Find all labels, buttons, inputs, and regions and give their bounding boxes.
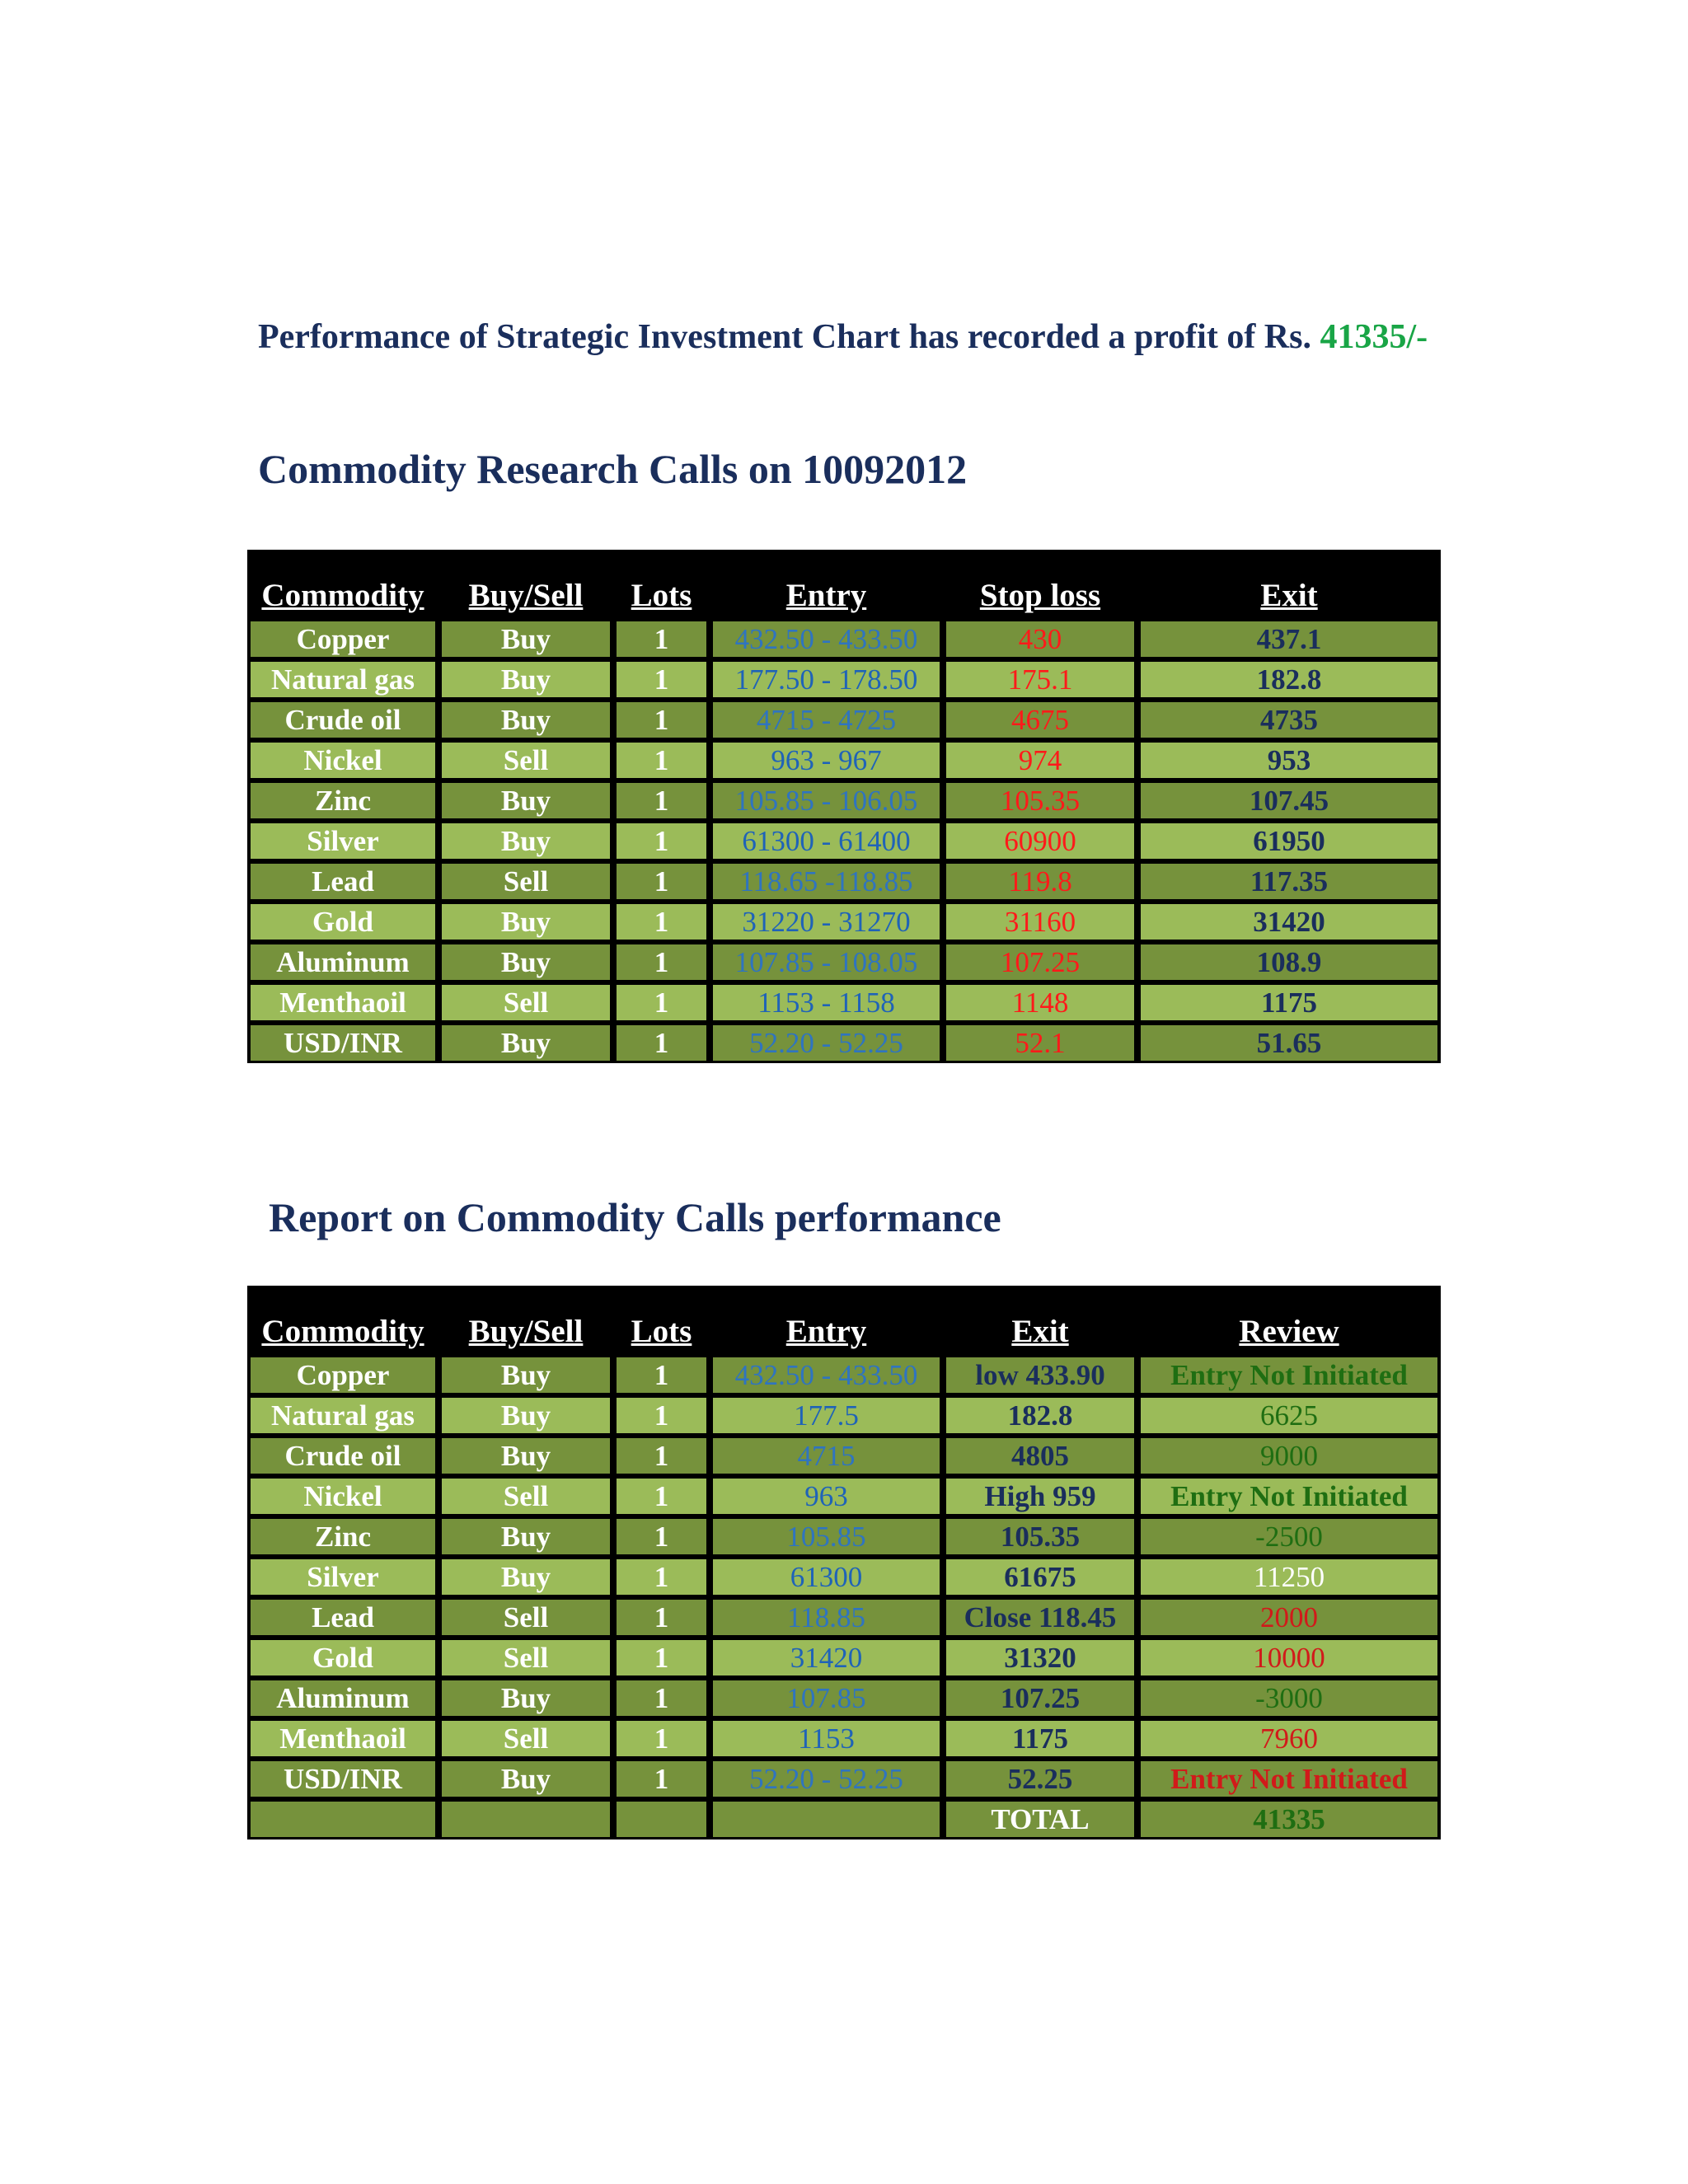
commodity-cell: Zinc xyxy=(247,780,438,821)
commodity-cell: Nickel xyxy=(247,740,438,780)
entry-cell: 4715 - 4725 xyxy=(710,700,943,740)
entry-cell: 1153 - 1158 xyxy=(710,982,943,1023)
entry-cell: 105.85 xyxy=(710,1516,943,1557)
exit-cell: 107.45 xyxy=(1137,780,1441,821)
report-header-review: Review xyxy=(1239,1314,1339,1349)
table-row xyxy=(247,861,1441,902)
table-row xyxy=(247,942,1441,982)
buysell-cell: Buy xyxy=(438,1023,613,1063)
headline xyxy=(258,317,1428,357)
table-row xyxy=(247,1023,1441,1063)
total-row xyxy=(247,1799,1441,1840)
entry-cell: 4715 xyxy=(710,1436,943,1476)
research-table-body xyxy=(247,619,1441,1063)
exit-cell: 1175 xyxy=(943,1718,1137,1759)
buysell-cell: Buy xyxy=(438,942,613,982)
report-table-body xyxy=(247,1355,1441,1840)
exit-cell: 4735 xyxy=(1137,700,1441,740)
stoploss-cell: 60900 xyxy=(943,821,1137,861)
table-row xyxy=(247,1355,1441,1395)
exit-cell: 31420 xyxy=(1137,902,1441,942)
empty-cell xyxy=(438,1799,613,1840)
commodity-cell: Silver xyxy=(247,1557,438,1597)
buysell-cell: Buy xyxy=(438,1355,613,1395)
research-title: Commodity Research Calls on 10092012 xyxy=(258,446,968,492)
review-cell: Entry Not Initiated xyxy=(1137,1355,1441,1395)
exit-cell: low 433.90 xyxy=(943,1355,1137,1395)
table-row xyxy=(247,780,1441,821)
buysell-cell: Buy xyxy=(438,700,613,740)
exit-cell: 61675 xyxy=(943,1557,1137,1597)
entry-cell: 1153 xyxy=(710,1718,943,1759)
commodity-cell: Lead xyxy=(247,861,438,902)
report-header-buysell: Buy/Sell xyxy=(468,1314,584,1349)
commodity-cell: Menthaoil xyxy=(247,1718,438,1759)
table-row xyxy=(247,1476,1441,1516)
lots-cell: 1 xyxy=(613,1395,710,1436)
review-cell: 11250 xyxy=(1137,1557,1441,1597)
research-header-stoploss: Stop loss xyxy=(979,578,1101,613)
empty-cell xyxy=(613,1799,710,1840)
lots-cell: 1 xyxy=(613,1436,710,1476)
exit-cell: 182.8 xyxy=(1137,659,1441,700)
table-row xyxy=(247,1638,1441,1678)
headline-text: Performance of Strategic Investment Chart has recorded a profit of Rs. xyxy=(258,318,1311,356)
buysell-cell: Buy xyxy=(438,1436,613,1476)
report-title: Report on Commodity Calls performance xyxy=(269,1194,1001,1240)
exit-cell: 953 xyxy=(1137,740,1441,780)
stoploss-cell: 974 xyxy=(943,740,1137,780)
lots-cell: 1 xyxy=(613,1759,710,1799)
exit-cell: 31320 xyxy=(943,1638,1137,1678)
report-header-entry: Entry xyxy=(785,1314,867,1349)
research-header-entry: Entry xyxy=(785,578,867,613)
table-row xyxy=(247,1678,1441,1718)
buysell-cell: Sell xyxy=(438,861,613,902)
review-cell: -2500 xyxy=(1137,1516,1441,1557)
commodity-cell: USD/INR xyxy=(247,1759,438,1799)
table-row xyxy=(247,619,1441,659)
exit-cell: 1175 xyxy=(1137,982,1441,1023)
buysell-cell: Sell xyxy=(438,1638,613,1678)
research-header-buysell: Buy/Sell xyxy=(468,578,584,613)
research-header-exit: Exit xyxy=(1260,578,1318,613)
stoploss-cell: 175.1 xyxy=(943,659,1137,700)
commodity-cell: Gold xyxy=(247,1638,438,1678)
review-cell: Entry Not Initiated xyxy=(1137,1476,1441,1516)
entry-cell: 31420 xyxy=(710,1638,943,1678)
lots-cell: 1 xyxy=(613,619,710,659)
commodity-cell: Lead xyxy=(247,1597,438,1638)
entry-cell: 61300 xyxy=(710,1557,943,1597)
stoploss-cell: 4675 xyxy=(943,700,1137,740)
lots-cell: 1 xyxy=(613,1597,710,1638)
lots-cell: 1 xyxy=(613,740,710,780)
entry-cell: 177.50 - 178.50 xyxy=(710,659,943,700)
research-header-lots: Lots xyxy=(631,578,692,613)
research-header-row xyxy=(247,550,1441,619)
exit-cell: 105.35 xyxy=(943,1516,1137,1557)
table-row xyxy=(247,700,1441,740)
entry-cell: 107.85 xyxy=(710,1678,943,1718)
table-row xyxy=(247,659,1441,700)
table-row xyxy=(247,1718,1441,1759)
stoploss-cell: 52.1 xyxy=(943,1023,1137,1063)
buysell-cell: Sell xyxy=(438,740,613,780)
buysell-cell: Buy xyxy=(438,1557,613,1597)
buysell-cell: Buy xyxy=(438,659,613,700)
commodity-cell: Gold xyxy=(247,902,438,942)
lots-cell: 1 xyxy=(613,861,710,902)
lots-cell: 1 xyxy=(613,902,710,942)
exit-cell: High 959 xyxy=(943,1476,1137,1516)
commodity-cell: USD/INR xyxy=(247,1023,438,1063)
buysell-cell: Buy xyxy=(438,1516,613,1557)
report-header-lots: Lots xyxy=(631,1314,692,1349)
table-row xyxy=(247,1516,1441,1557)
commodity-cell: Copper xyxy=(247,619,438,659)
exit-cell: 117.35 xyxy=(1137,861,1441,902)
buysell-cell: Sell xyxy=(438,1476,613,1516)
lots-cell: 1 xyxy=(613,1476,710,1516)
exit-cell: 4805 xyxy=(943,1436,1137,1476)
total-label: TOTAL xyxy=(943,1799,1137,1840)
report-table xyxy=(247,1286,1441,1840)
exit-cell: 437.1 xyxy=(1137,619,1441,659)
lots-cell: 1 xyxy=(613,659,710,700)
lots-cell: 1 xyxy=(613,1718,710,1759)
commodity-cell: Copper xyxy=(247,1355,438,1395)
lots-cell: 1 xyxy=(613,942,710,982)
stoploss-cell: 119.8 xyxy=(943,861,1137,902)
exit-cell: 107.25 xyxy=(943,1678,1137,1718)
table-row xyxy=(247,902,1441,942)
entry-cell: 177.5 xyxy=(710,1395,943,1436)
buysell-cell: Buy xyxy=(438,1759,613,1799)
empty-cell xyxy=(247,1799,438,1840)
empty-cell xyxy=(710,1799,943,1840)
report-header-commodity: Commodity xyxy=(261,1314,424,1349)
research-header-commodity: Commodity xyxy=(261,578,424,613)
buysell-cell: Buy xyxy=(438,821,613,861)
review-cell: -3000 xyxy=(1137,1678,1441,1718)
lots-cell: 1 xyxy=(613,1516,710,1557)
buysell-cell: Buy xyxy=(438,902,613,942)
lots-cell: 1 xyxy=(613,1638,710,1678)
table-row xyxy=(247,1436,1441,1476)
entry-cell: 107.85 - 108.05 xyxy=(710,942,943,982)
report-header-exit: Exit xyxy=(1011,1314,1069,1349)
buysell-cell: Sell xyxy=(438,1597,613,1638)
headline-profit: 41335/- xyxy=(1320,318,1428,356)
commodity-cell: Menthaoil xyxy=(247,982,438,1023)
entry-cell: 61300 - 61400 xyxy=(710,821,943,861)
commodity-cell: Silver xyxy=(247,821,438,861)
entry-cell: 52.20 - 52.25 xyxy=(710,1759,943,1799)
review-cell: 9000 xyxy=(1137,1436,1441,1476)
entry-cell: 118.65 -118.85 xyxy=(710,861,943,902)
table-row xyxy=(247,1395,1441,1436)
report-header-row xyxy=(247,1286,1441,1355)
buysell-cell: Buy xyxy=(438,619,613,659)
review-cell: 2000 xyxy=(1137,1597,1441,1638)
buysell-cell: Buy xyxy=(438,780,613,821)
commodity-cell: Crude oil xyxy=(247,1436,438,1476)
exit-cell: 51.65 xyxy=(1137,1023,1441,1063)
exit-cell: Close 118.45 xyxy=(943,1597,1137,1638)
entry-cell: 31220 - 31270 xyxy=(710,902,943,942)
commodity-cell: Aluminum xyxy=(247,1678,438,1718)
exit-cell: 182.8 xyxy=(943,1395,1137,1436)
entry-cell: 432.50 - 433.50 xyxy=(710,1355,943,1395)
lots-cell: 1 xyxy=(613,700,710,740)
commodity-cell: Zinc xyxy=(247,1516,438,1557)
commodity-cell: Natural gas xyxy=(247,659,438,700)
stoploss-cell: 1148 xyxy=(943,982,1137,1023)
entry-cell: 432.50 - 433.50 xyxy=(710,619,943,659)
table-row xyxy=(247,740,1441,780)
stoploss-cell: 31160 xyxy=(943,902,1137,942)
commodity-cell: Aluminum xyxy=(247,942,438,982)
stoploss-cell: 105.35 xyxy=(943,780,1137,821)
entry-cell: 105.85 - 106.05 xyxy=(710,780,943,821)
stoploss-cell: 430 xyxy=(943,619,1137,659)
lots-cell: 1 xyxy=(613,982,710,1023)
buysell-cell: Sell xyxy=(438,982,613,1023)
entry-cell: 118.85 xyxy=(710,1597,943,1638)
exit-cell: 108.9 xyxy=(1137,942,1441,982)
buysell-cell: Sell xyxy=(438,1718,613,1759)
review-cell: 6625 xyxy=(1137,1395,1441,1436)
table-row xyxy=(247,1759,1441,1799)
exit-cell: 52.25 xyxy=(943,1759,1137,1799)
review-cell: 7960 xyxy=(1137,1718,1441,1759)
entry-cell: 52.20 - 52.25 xyxy=(710,1023,943,1063)
table-row xyxy=(247,982,1441,1023)
buysell-cell: Buy xyxy=(438,1395,613,1436)
lots-cell: 1 xyxy=(613,821,710,861)
research-table xyxy=(247,550,1441,1063)
lots-cell: 1 xyxy=(613,1678,710,1718)
table-row xyxy=(247,821,1441,861)
lots-cell: 1 xyxy=(613,1557,710,1597)
table-row xyxy=(247,1557,1441,1597)
lots-cell: 1 xyxy=(613,1023,710,1063)
review-cell: 10000 xyxy=(1137,1638,1441,1678)
exit-cell: 61950 xyxy=(1137,821,1441,861)
review-cell: Entry Not Initiated xyxy=(1137,1759,1441,1799)
entry-cell: 963 - 967 xyxy=(710,740,943,780)
total-value: 41335 xyxy=(1137,1799,1441,1840)
commodity-cell: Crude oil xyxy=(247,700,438,740)
commodity-cell: Natural gas xyxy=(247,1395,438,1436)
lots-cell: 1 xyxy=(613,780,710,821)
stoploss-cell: 107.25 xyxy=(943,942,1137,982)
table-row xyxy=(247,1597,1441,1638)
entry-cell: 963 xyxy=(710,1476,943,1516)
commodity-cell: Nickel xyxy=(247,1476,438,1516)
buysell-cell: Buy xyxy=(438,1678,613,1718)
lots-cell: 1 xyxy=(613,1355,710,1395)
